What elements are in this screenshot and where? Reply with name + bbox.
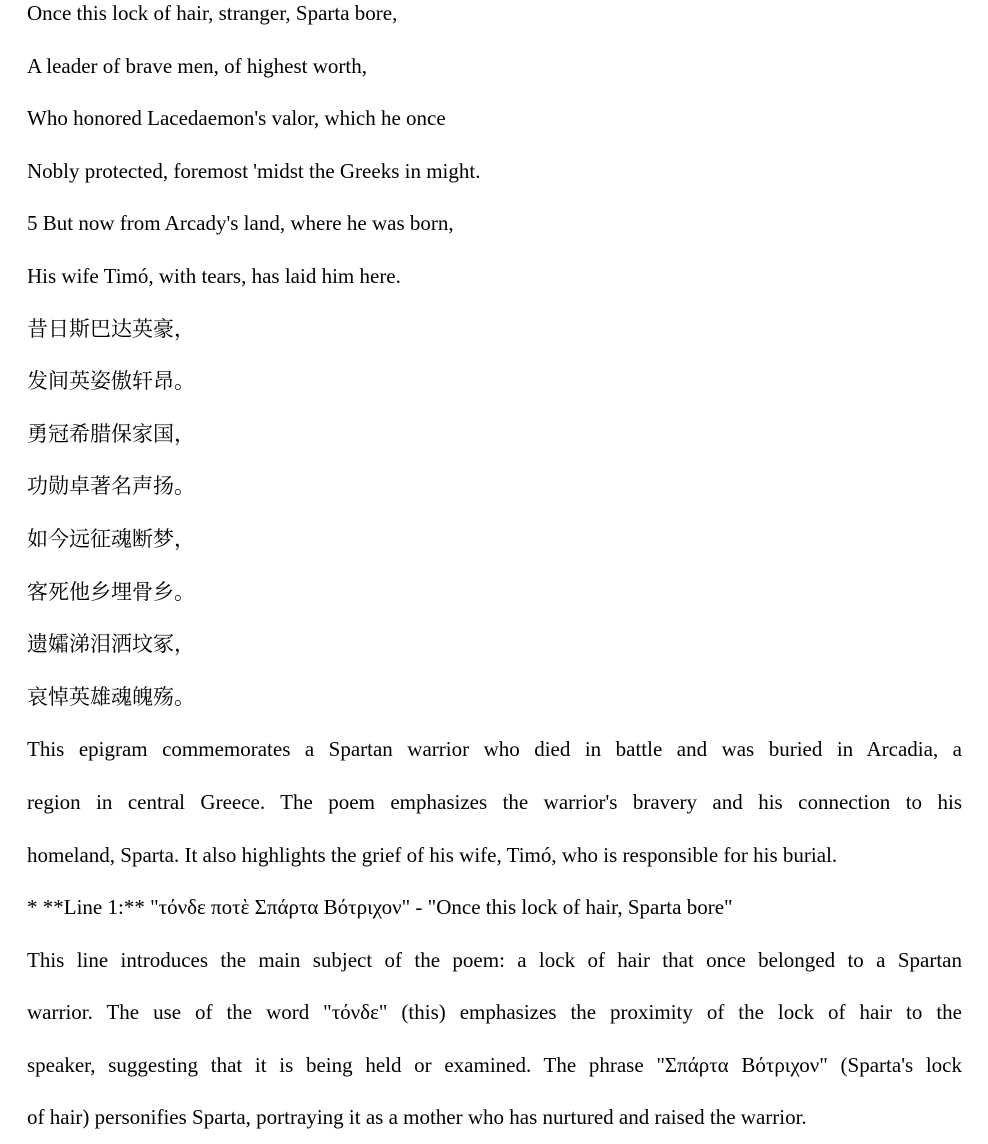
chinese-poem-line: 昔日斯巴达英豪， (27, 316, 195, 341)
chinese-poem-line: 发间英姿傲轩昂。 (27, 369, 195, 394)
commentary-line: This line introduces the main subject of the poem: a lock of hair that once belonged to a Spartan (27, 947, 962, 972)
commentary-line: homeland, Sparta. It also highlights the grief of his wife, Timó, who is responsible for his burial. (27, 842, 838, 867)
line1-analysis-paragraph (27, 934, 962, 1144)
commentary-summary-paragraph (27, 723, 962, 881)
chinese-poem-line: 遗孀涕泪洒坟冢， (27, 632, 195, 657)
chinese-poem-line: 如今远征魂断梦， (27, 526, 195, 551)
chinese-poem-line: 客死他乡埋骨乡。 (27, 579, 195, 604)
chinese-translation (27, 303, 962, 724)
english-poem-line: 5 But now from Arcady's land, where he was born, (27, 211, 454, 236)
commentary-line: of hair) personifies Sparta, portraying it as a mother who has nurtured and raised the warrior. (27, 1105, 807, 1130)
commentary-line: warrior. The use of the word "τόνδε" (this) emphasizes the proximity of the lock of hair to the (27, 1000, 962, 1025)
chinese-poem-line: 勇冠希腊保家国， (27, 421, 195, 446)
chinese-poem-line: 哀悼英雄魂魄殇。 (27, 684, 195, 709)
chinese-poem-line: 功勋卓著名声扬。 (27, 474, 195, 499)
commentary-line: speaker, suggesting that it is being held or examined. The phrase "Σπάρτα Βότριχον" (Sparta's lock (27, 1052, 962, 1077)
english-poem-line: A leader of brave men, of highest worth, (27, 53, 367, 78)
english-poem-line: Who honored Lacedaemon's valor, which he once (27, 106, 446, 131)
english-poem-line: Once this lock of hair, stranger, Sparta bore, (27, 1, 398, 25)
english-poem-line: Nobly protected, foremost 'midst the Greeks in might. (27, 158, 481, 183)
english-poem-line: His wife Timó, with tears, has laid him here. (27, 263, 401, 288)
commentary-line: This epigram commemorates a Spartan warrior who died in battle and was buried in Arcadia, a (27, 737, 962, 762)
line1-annotation: * **Line 1:** "τόνδε ποτὲ Σπάρτα Βότριχον" - "Once this lock of hair, Sparta bore" (27, 895, 733, 920)
commentary-line: region in central Greece. The poem emphasizes the warrior's bravery and his connection to his (27, 789, 962, 814)
document-page (27, 0, 962, 1144)
english-translation (27, 0, 962, 303)
